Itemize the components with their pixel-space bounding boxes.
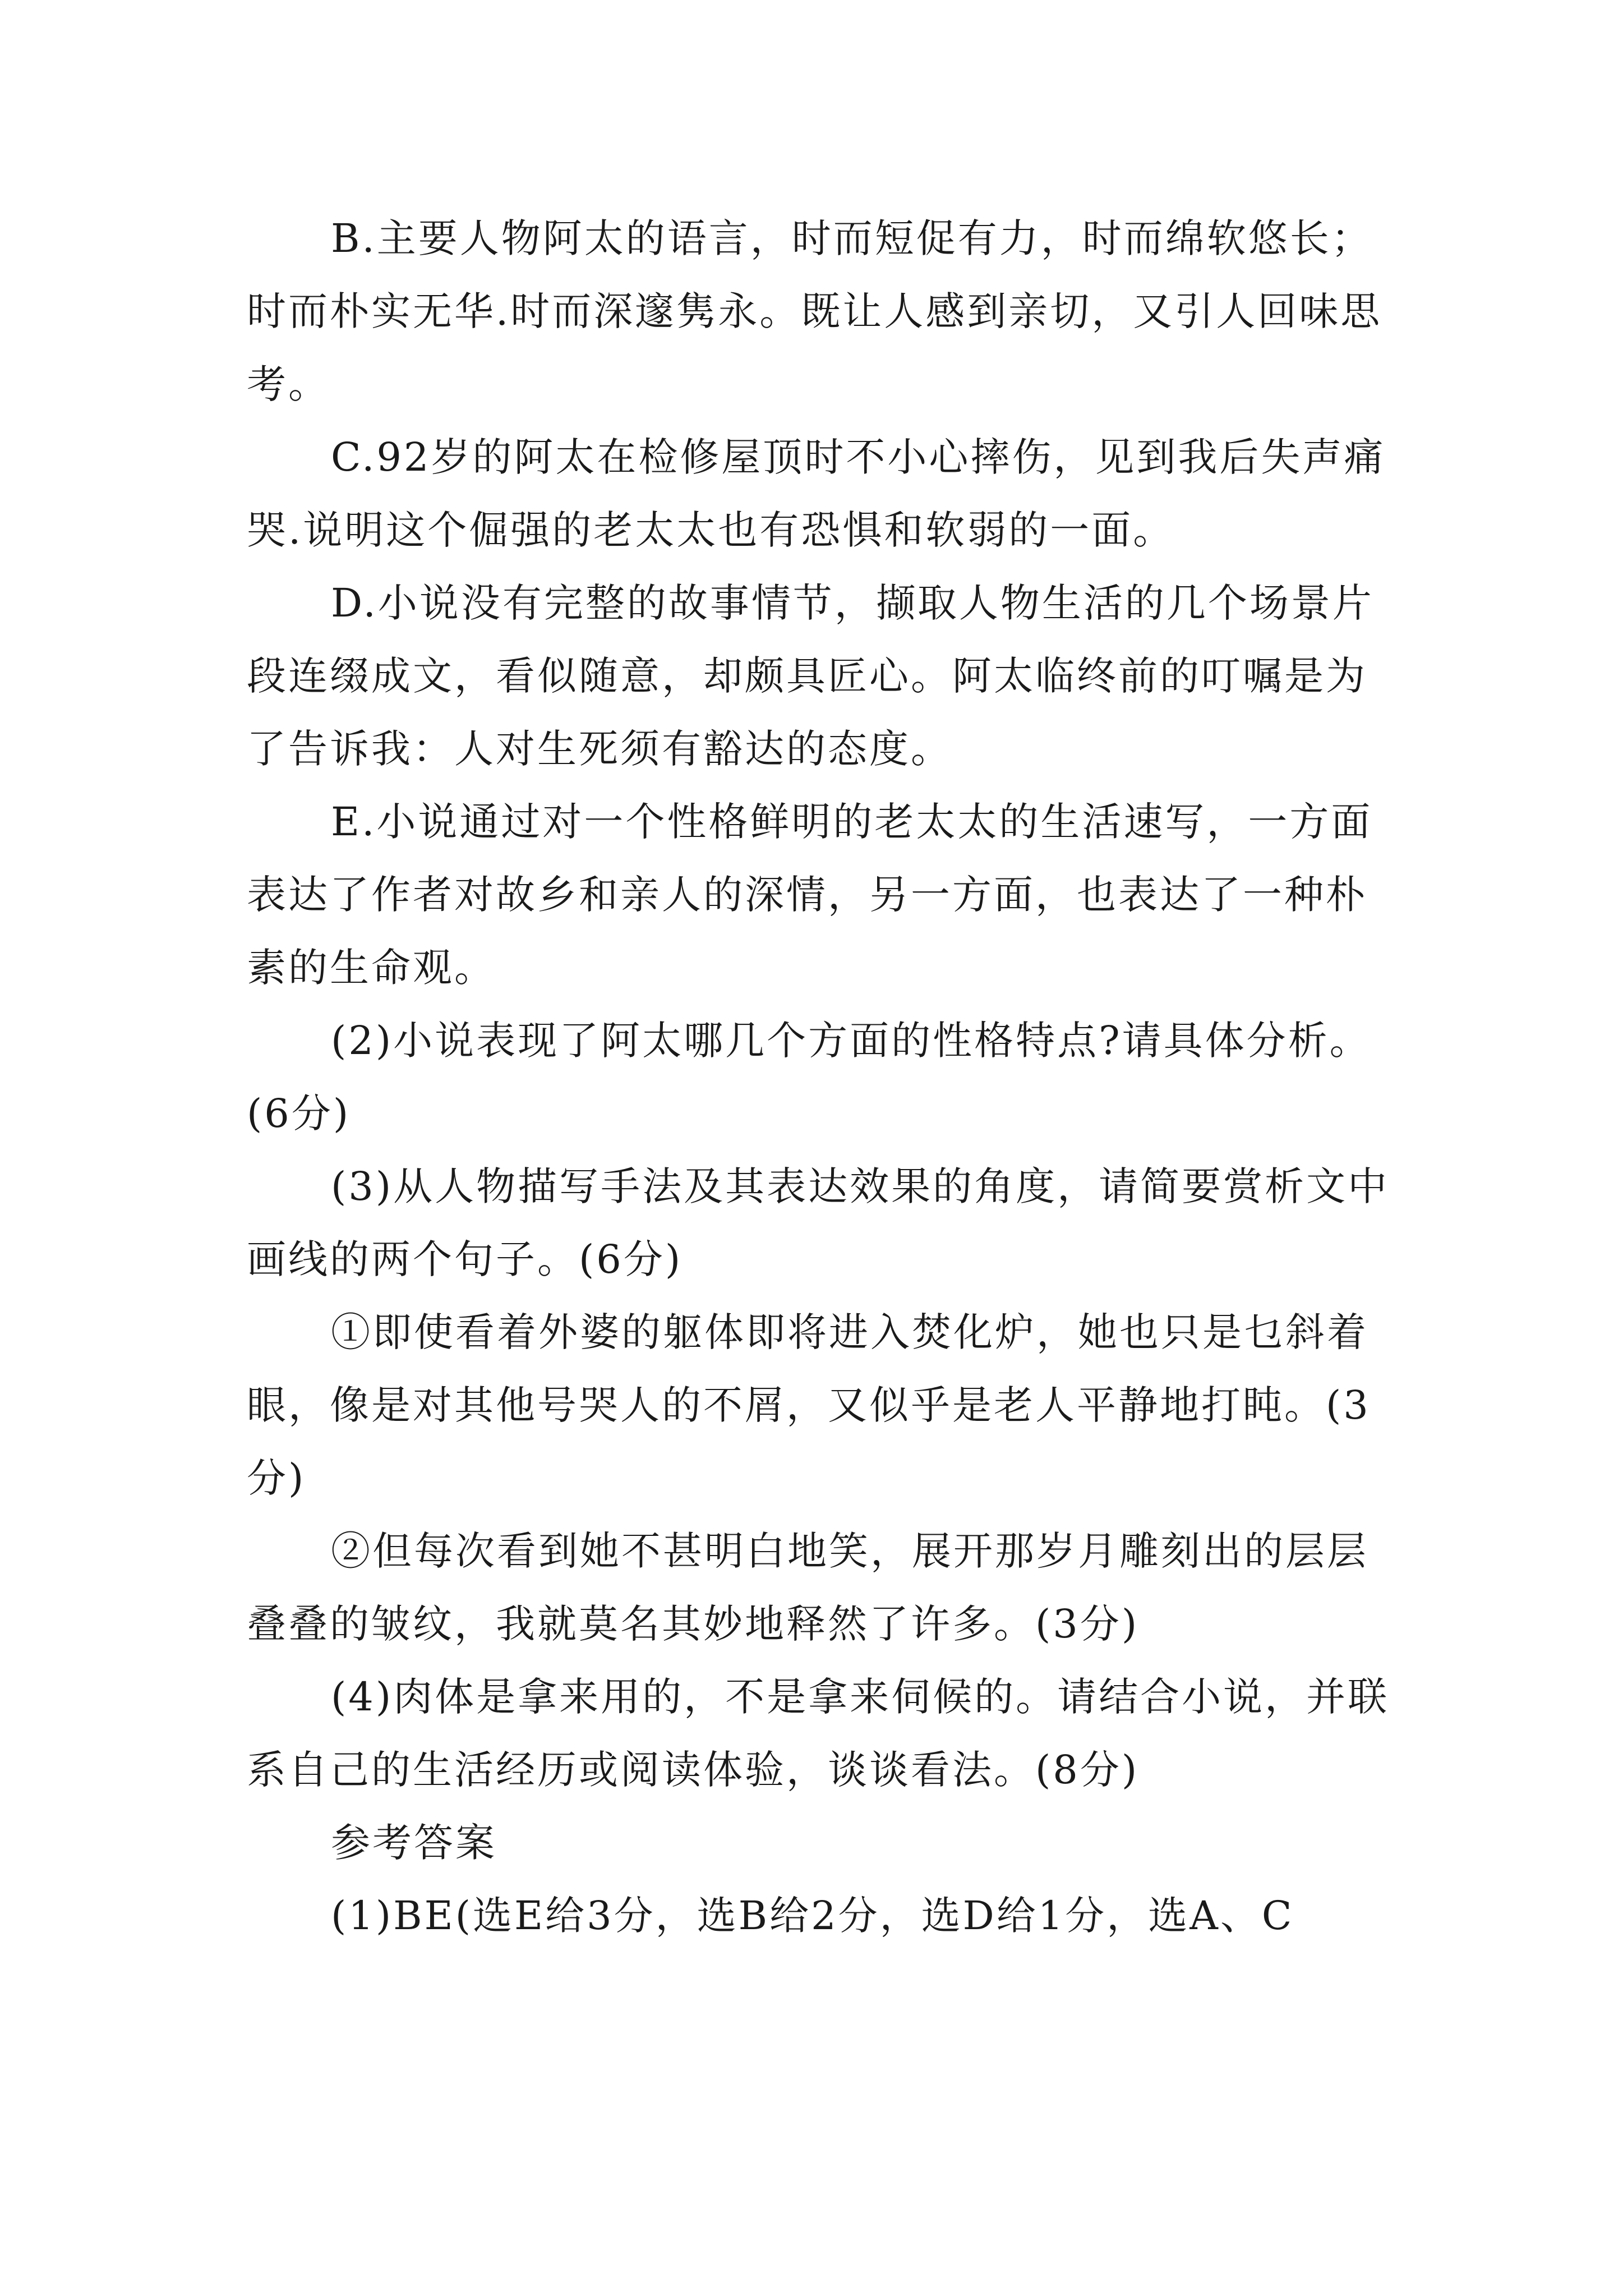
option-b-paragraph: B.主要人物阿太的语言，时而短促有力，时而绵软悠长；时而朴实无华.时而深邃隽永。既让人感到亲切，又引人回味思考。 xyxy=(247,215,1382,407)
answer-heading: 参考答案 xyxy=(331,1820,497,1866)
question-3-paragraph: (3)从人物描写手法及其表达效果的角度，请简要赏析文中画线的两个句子。(6分) xyxy=(247,1163,1390,1282)
sentence-1-paragraph: ①即使看着外婆的躯体即将进入焚化炉，她也只是乜斜着眼，像是对其他号哭人的不屑，又似乎是老人平静地打盹。(3分) xyxy=(247,1309,1371,1501)
option-e-paragraph: E.小说通过对一个性格鲜明的老太太的生活速写，一方面表达了作者对故乡和亲人的深情，另一方面，也表达了一种朴素的生命观。 xyxy=(247,799,1373,991)
option-d-paragraph: D.小说没有完整的故事情节，撷取人物生活的几个场景片段连缀成文，看似随意，却颇具匠心。阿太临终前的叮嘱是为了告诉我：人对生死须有豁达的态度。 xyxy=(247,580,1374,772)
question-2-paragraph: (2)小说表现了阿太哪几个方面的性格特点?请具体分析。(6分) xyxy=(247,1018,1371,1137)
document-page xyxy=(247,202,1391,1952)
answer-1-paragraph: (1)BE(选E给3分，选B给2分，选D给1分，选A、C xyxy=(331,1893,1294,1939)
option-c-paragraph: C.92岁的阿太在检修屋顶时不小心摔伤，见到我后失声痛哭.说明这个倔强的老太太也有恐惧和软弱的一面。 xyxy=(247,434,1386,553)
sentence-2-paragraph: ②但每次看到她不甚明白地笑，展开那岁月雕刻出的层层叠叠的皱纹，我就莫名其妙地释然了许多。(3分) xyxy=(247,1528,1368,1647)
question-4-paragraph: (4)肉体是拿来用的，不是拿来伺候的。请结合小说，并联系自己的生活经历或阅读体验，谈谈看法。(8分) xyxy=(247,1674,1390,1793)
